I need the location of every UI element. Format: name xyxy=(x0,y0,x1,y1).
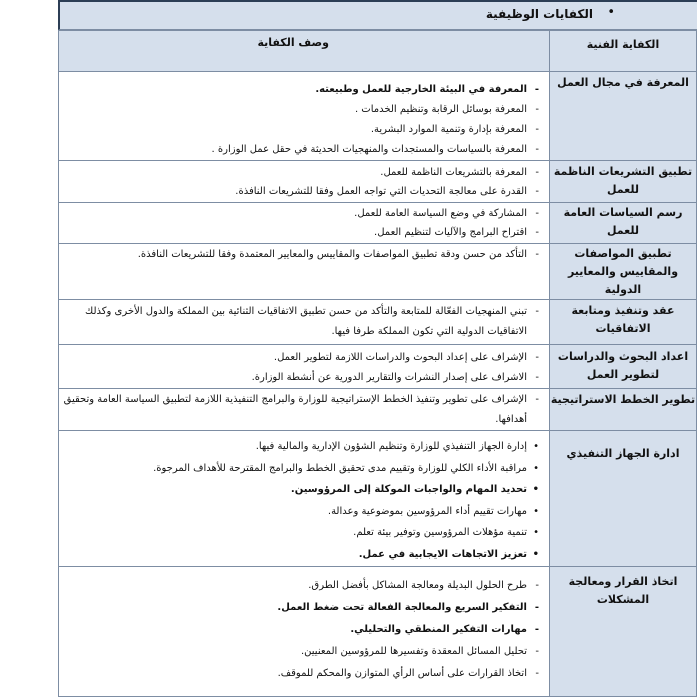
description-cell xyxy=(59,244,550,300)
description-cell xyxy=(59,203,550,244)
competency-cell: عقد وتنفيذ ومتابعة الاتفاقيات xyxy=(550,300,697,345)
list-item: - المعرفة بالسياسات والمستجدات والمنهجيات الحديثة في حقل عمل الوزارة . xyxy=(59,140,541,160)
description-cell xyxy=(59,161,550,203)
list-item: - المعرفة بوسائل الرقابة وتنظيم الخدمات . xyxy=(59,100,541,120)
list-item: - اتخاذ القرارات على أساس الرأي المتوازن والمحكم للموقف. xyxy=(59,663,541,685)
list-item: • مراقبة الأداء الكلي للوزارة وتقييم مدى تحقيق الخطط والبرامج المقترحة للأهداف المرجوة. xyxy=(59,458,541,480)
list-item: - المعرفة بالتشريعات الناظمة للعمل. xyxy=(59,163,541,182)
page-title: الكفايات الوظيفية xyxy=(485,7,593,21)
table-row xyxy=(59,244,697,300)
list-item: • تنمية مؤهلات المرؤوسين وتوفير بيئة تعلم. xyxy=(59,522,541,544)
table-row xyxy=(59,431,697,567)
competency-cell: اعداد البحوث والدراسات لتطوير العمل xyxy=(550,345,697,389)
table-row xyxy=(59,161,697,203)
list-item: - مهارات التفكير المنطقي والتحليلي. xyxy=(59,619,541,641)
description-cell xyxy=(59,389,550,431)
list-item: - المعرفة بإدارة وتنمية الموارد البشرية. xyxy=(59,120,541,140)
list-item: - اقتراح البرامج والآليات لتنظيم العمل. xyxy=(59,223,541,242)
list-item: - طرح الحلول البديلة ومعالجة المشاكل بأفضل الطرق. xyxy=(59,575,541,597)
list-item: - المعرفة في البيئة الخارجية للعمل وطبيعته. xyxy=(59,80,541,100)
list-item: - تحليل المسائل المعقدة وتفسيرها للمرؤوسين المعنيين. xyxy=(59,641,541,663)
competencies-table xyxy=(58,30,697,697)
list-item: - القدرة على معالجة التحديات التي تواجه العمل وفقا للتشريعات النافذة. xyxy=(59,182,541,201)
header-description: وصف الكفاية xyxy=(59,31,550,72)
competency-cell: تطبيق المواصفات والمقاييس والمعايير الدولية xyxy=(550,244,697,300)
list-item: • إدارة الجهاز التنفيذي للوزارة وتنظيم الشؤون الإدارية والمالية فيها. xyxy=(59,436,541,458)
list-item: - المشاركة في وضع السياسة العامة للعمل. xyxy=(59,204,541,223)
table-row xyxy=(59,567,697,697)
description-cell xyxy=(59,345,550,389)
header-row xyxy=(59,31,697,72)
description-cell xyxy=(59,567,550,697)
list-item: • تعزيز الاتجاهات الايجابية في عمل. xyxy=(59,544,541,566)
table-row xyxy=(59,203,697,244)
competency-cell: اتخاذ القرار ومعالجة المشكلات xyxy=(550,567,697,697)
list-item: • مهارات تقييم أداء المرؤوسين بموضوعية وعدالة. xyxy=(59,501,541,523)
table-row xyxy=(59,72,697,161)
competency-cell: تطبيق التشريعات الناظمة للعمل xyxy=(550,161,697,203)
list-item: - الاشراف على إصدار النشرات والتقارير الدورية عن أنشطة الوزارة. xyxy=(59,368,541,388)
table-row xyxy=(59,345,697,389)
competency-cell: تطوير الخطط الاستراتيجية xyxy=(550,389,697,431)
table-row xyxy=(59,389,697,431)
list-item: - الإشراف على إعداد البحوث والدراسات اللازمة لتطوير العمل. xyxy=(59,348,541,368)
competency-cell: رسم السياسات العامة للعمل xyxy=(550,203,697,244)
competency-cell: ادارة الجهاز التنفيذي xyxy=(550,431,697,567)
header-competency: الكفاية الفنية xyxy=(550,31,697,72)
description-cell xyxy=(59,72,550,161)
title-bullet: • xyxy=(607,5,615,20)
description-cell xyxy=(59,431,550,567)
list-item: • تحديد المهام والواجبات الموكلة إلى المرؤوسين. xyxy=(59,479,541,501)
list-item: - التفكير السريع والمعالجة الفعالة تحت ضغط العمل. xyxy=(59,597,541,619)
list-item: - تبني المنهجيات الفعّالة للمتابعة والتأكد من حسن تطبيق الاتفاقيات الثنائية بين المملكة والدول الأخرى وكذلك الاتفاقيات الدولية التي تكون المملكة طرفا فيها. xyxy=(63,302,541,342)
list-item: - الإشراف على تطوير وتنفيذ الخطط الإستراتيجية للوزارة والبرامج التنفيذية اللازمة لتطبيق السياسة العامة وتحقيق أهدافها. xyxy=(63,390,541,430)
list-item: - التأكد من حسن ودقة تطبيق المواصفات والمقاييس والمعايير المعتمدة وفقا للتشريعات النافذة. xyxy=(59,245,541,264)
description-cell xyxy=(59,300,550,345)
competency-cell: المعرفة في مجال العمل xyxy=(550,72,697,161)
table-row xyxy=(59,300,697,345)
title-bar xyxy=(58,2,697,30)
